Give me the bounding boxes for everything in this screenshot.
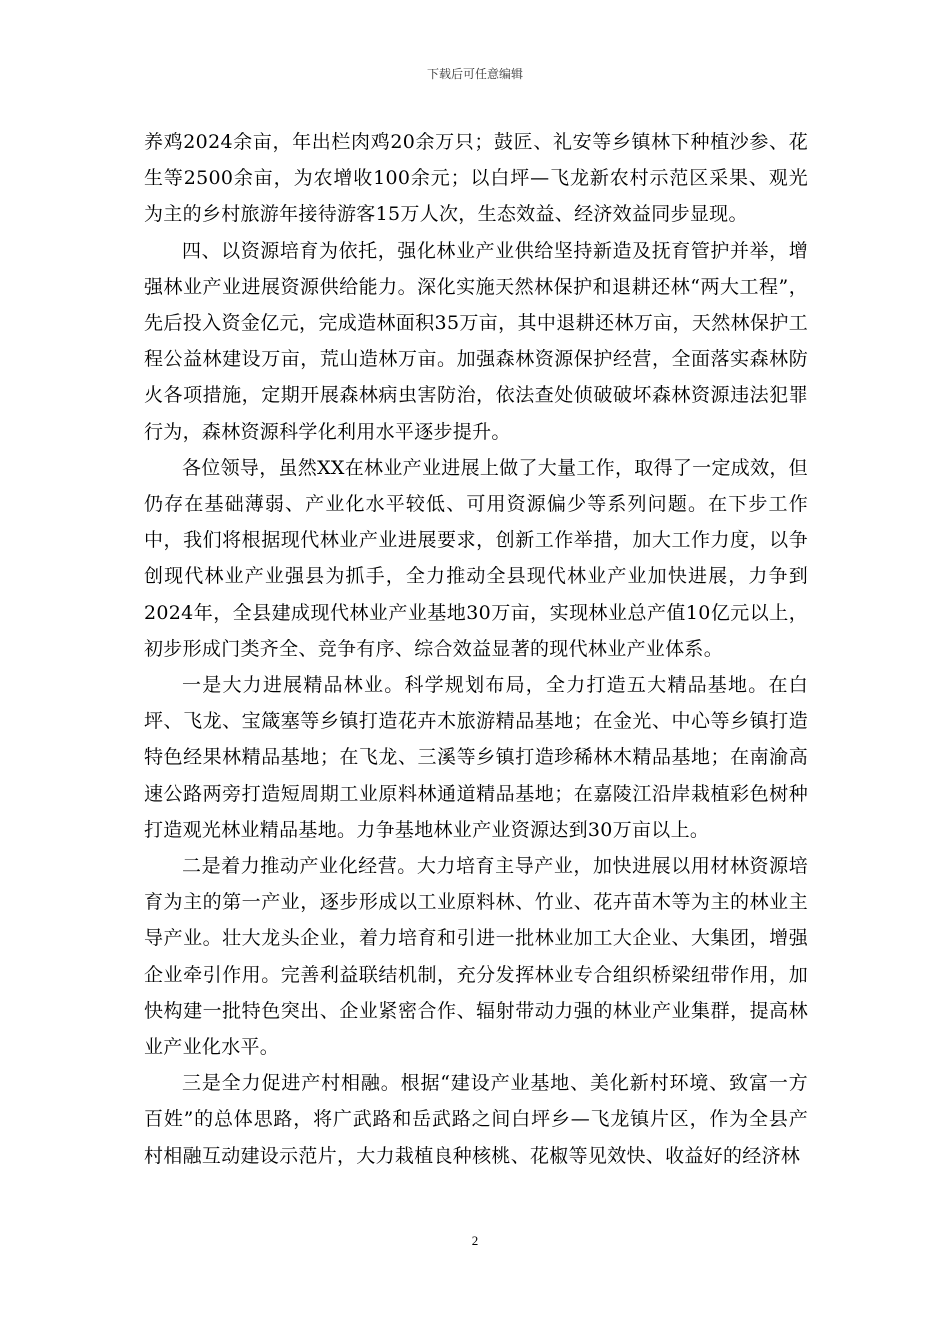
page-number: 2 [471, 1233, 479, 1248]
paragraph-leaders-summary: 各位领导，虽然XX在林业产业进展上做了大量工作，取得了一定成效，但仍存在基础薄弱、产业化水平较低、可用资源偏少等系列问题。在下步工作中，我们将根据现代林业产业进展要求，创新工作举措，加大工作力度，以争创现代林业产业强县为抓手，全力推动全县现代林业产业加快进展，力争到2024年，全县建成现代林业产业基地30万亩，实现林业总产值10亿元以上，初步形成门类齐全、竞争有序、综合效益显著的现代林业产业体系。 [144, 456, 808, 660]
paragraph-industry-village: 三是全力促进产村相融。根据“建设产业基地、美化新村环境、致富一方百姓”的总体思路，将广武路和岳武路之间白坪乡—飞龙镇片区，作为全县产村相融互动建设示范片，大力栽植良种核桃、花椒等见效快、收益好的经济林 [144, 1072, 808, 1167]
paragraph-resource-cultivation: 四、以资源培育为依托，强化林业产业供给坚持新造及抚育管护并举，增强林业产业进展资源供给能力。深化实施天然林保护和退耕还林“两大工程”，先后投入资金亿元，完成造林面积35万亩，其中退耕还林万亩，天然林保护工程公益林建设万亩，荒山造林万亩。加强森林资源保护经营，全面落实森林防火各项措施，定期开展森林病虫害防治，依法查处侦破破坏森林资源违法犯罪行为，森林资源科学化利用水平逐步提升。 [144, 239, 808, 443]
page-header: 下载后可任意编辑 [426, 67, 523, 81]
paragraph-quality-forestry: 一是大力进展精品林业。科学规划布局，全力打造五大精品基地。在白坪、飞龙、宝箴塞等乡镇打造花卉木旅游精品基地；在金光、中心等乡镇打造特色经果林精品基地；在飞龙、三溪等乡镇打造珍稀林木精品基地；在南渝高速公路两旁打造短周期工业原料林通道精品基地；在嘉陵江沿岸栽植彩色树种打造观光林业精品基地。力争基地林业产业资源达到30万亩以上。 [144, 674, 808, 841]
document-body [144, 124, 808, 1174]
paragraph-industrialization: 二是着力推动产业化经营。大力培育主导产业，加快进展以用材林资源培育为主的第一产业，逐步形成以工业原料林、竹业、花卉苗木等为主的林业主导产业。壮大龙头企业，着力培育和引进一批林业加工大企业、大集团，增强企业牵引作用。完善利益联结机制，充分发挥林业专合组织桥梁纽带作用，加快构建一批特色突出、企业紧密合作、辐射带动力强的林业产业集群，提高林业产业化水平。 [144, 855, 808, 1059]
paragraph-continuation: 养鸡2024余亩，年出栏肉鸡20余万只；鼓匠、礼安等乡镇林下种植沙参、花生等2500余亩，为农增收100余元；以白坪—飞龙新农村示范区采果、观光为主的乡村旅游年接待游客15万人次，生态效益、经济效益同步显现。 [144, 131, 808, 226]
